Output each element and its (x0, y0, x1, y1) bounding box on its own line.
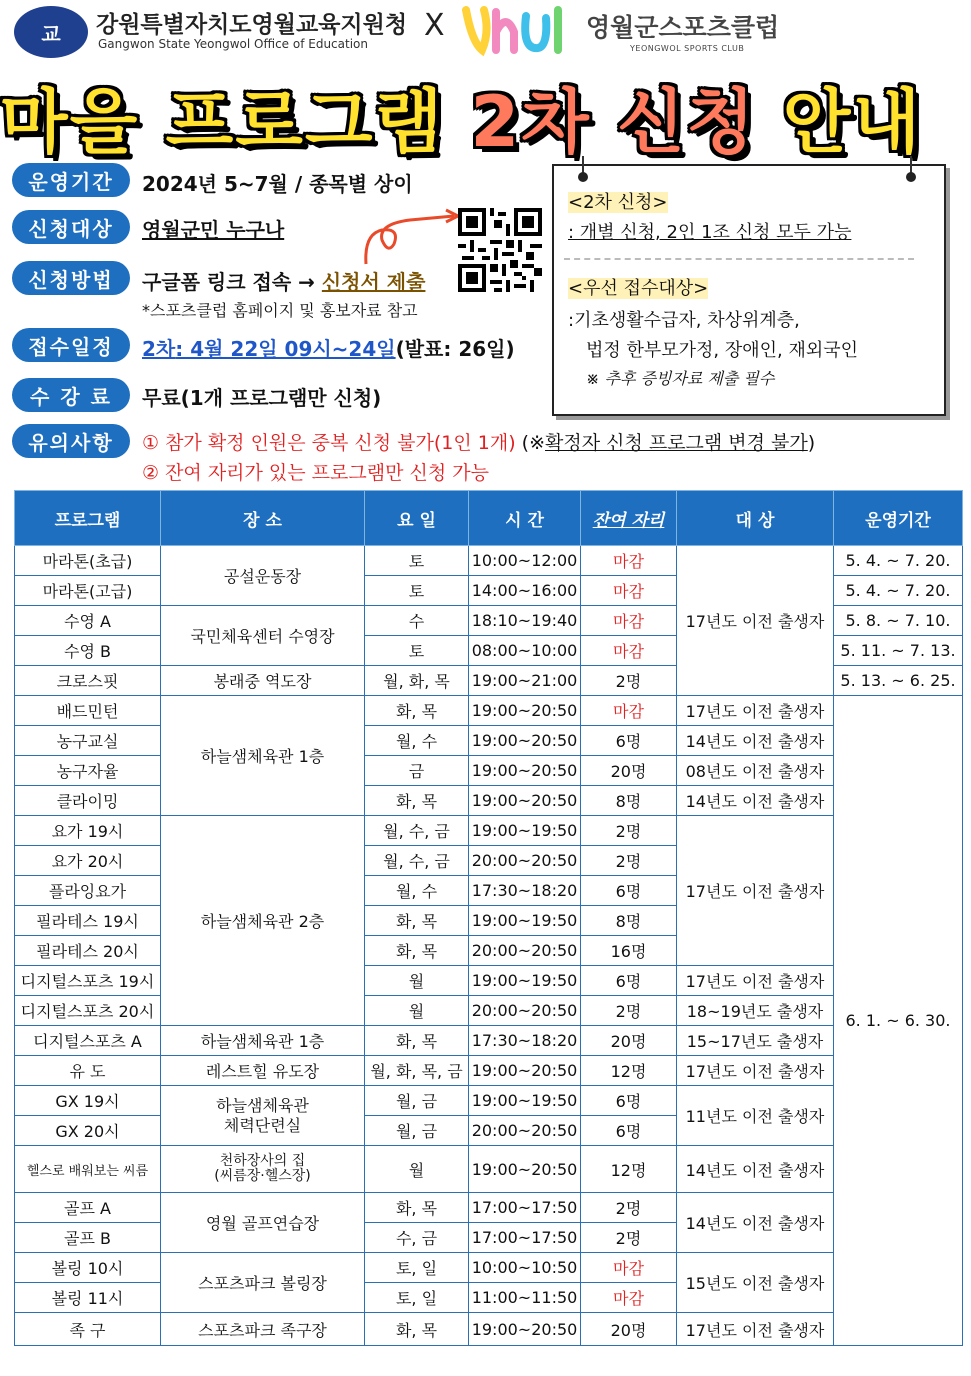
club-name-ko: 영월군스포츠클럽 (586, 13, 780, 42)
header-time: 시 간 (469, 491, 581, 546)
notice-line-3: 법정 한부모가정, 장애인, 재외국인 (586, 340, 859, 361)
header-seats: 잔여 자리 (581, 491, 677, 546)
day-cell: 토, 일 (365, 1253, 469, 1283)
seats-cell: 6명 (581, 1116, 677, 1146)
program-cell: 요가 20시 (15, 846, 161, 876)
place-cell: 하늘샘체육관 2층 (161, 816, 365, 1026)
day-cell: 월, 화, 목 (365, 666, 469, 696)
program-cell: 유 도 (15, 1056, 161, 1086)
target-cell: 17년도 이전 출생자 (677, 816, 834, 966)
notice-box (552, 164, 946, 416)
time-cell: 19:00~19:50 (469, 966, 581, 996)
place-cell: 영월 골프연습장 (161, 1193, 365, 1253)
header-target: 대 상 (677, 491, 834, 546)
time-cell: 19:00~20:50 (469, 1313, 581, 1346)
table-row (15, 726, 963, 756)
time-cell: 19:00~21:00 (469, 666, 581, 696)
target-cell: 15년도 이전 출생자 (677, 1253, 834, 1313)
arrow-icon (360, 206, 470, 266)
program-cell: 필라테스 20시 (15, 936, 161, 966)
place-line-b: (씨름장·헬스장) (214, 1168, 311, 1184)
notice-line-4: ※ 추후 증빙자료 제출 필수 (586, 369, 775, 388)
day-cell: 화, 목 (365, 786, 469, 816)
header-day: 요 일 (365, 491, 469, 546)
time-cell: 18:10~19:40 (469, 606, 581, 636)
day-cell: 화, 목 (365, 1313, 469, 1346)
time-cell: 19:00~19:50 (469, 1086, 581, 1116)
place-cell (161, 1086, 365, 1146)
target-cell: 14년도 이전 출생자 (677, 726, 834, 756)
place-cell: 봉래중 역도장 (161, 666, 365, 696)
time-cell: 19:00~20:50 (469, 1146, 581, 1193)
notice-heading-1: <2차 신청> (568, 192, 668, 213)
target-cell: 17년도 이전 출생자 (677, 1313, 834, 1346)
day-cell: 월, 수 (365, 726, 469, 756)
place-cell: 국민체육센터 수영장 (161, 606, 365, 666)
time-cell: 19:00~20:50 (469, 726, 581, 756)
program-table (14, 490, 963, 1346)
program-cell: 볼링 10시 (15, 1253, 161, 1283)
date-value-a: 2차 (142, 337, 176, 361)
period-cell: 5. 11. ~ 7. 13. (834, 636, 963, 666)
table-row (15, 1146, 963, 1193)
caution-1c: 확정자 신청 프로그램 변경 불가 (545, 432, 808, 454)
place-cell: 레스트힐 유도장 (161, 1056, 365, 1086)
place-cell: 하늘샘체육관 1층 (161, 1026, 365, 1056)
program-cell: 헬스로 배워보는 씨름 (15, 1146, 161, 1193)
day-cell: 월, 수 (365, 876, 469, 906)
place-cell (161, 1146, 365, 1193)
time-cell: 11:00~11:50 (469, 1283, 581, 1313)
day-cell: 월, 수, 금 (365, 846, 469, 876)
target-cell: 17년도 이전 출생자 (677, 546, 834, 696)
time-cell: 20:00~20:50 (469, 1116, 581, 1146)
seats-cell: 6명 (581, 1086, 677, 1116)
program-cell: 크로스핏 (15, 666, 161, 696)
org-name-ko: 강원특별자치도영월교육지원청 (96, 12, 408, 38)
seats-cell: 마감 (581, 606, 677, 636)
place-line-a: 하늘샘체육관 (216, 1095, 309, 1115)
place-cell: 하늘샘체육관 1층 (161, 696, 365, 816)
day-cell: 월 (365, 996, 469, 1026)
program-cell: 디지털스포츠 19시 (15, 966, 161, 996)
date-label: 접수일정 (12, 328, 130, 362)
seats-cell: 20명 (581, 1026, 677, 1056)
time-cell: 19:00~20:50 (469, 696, 581, 726)
education-office-logo (14, 6, 88, 58)
place-cell: 공설운동장 (161, 546, 365, 606)
seats-cell: 2명 (581, 666, 677, 696)
seats-cell: 마감 (581, 636, 677, 666)
method-label: 신청방법 (12, 261, 130, 295)
target-cell: 15~17년도 출생자 (677, 1026, 834, 1056)
time-cell: 08:00~10:00 (469, 636, 581, 666)
page-title (0, 66, 923, 167)
fee-label: 수 강 료 (12, 378, 130, 412)
title-part-a: 마을 프로그램 (0, 81, 471, 163)
time-cell: 19:00~19:50 (469, 816, 581, 846)
day-cell: 월, 화, 목, 금 (365, 1056, 469, 1086)
program-cell: 플라잉요가 (15, 876, 161, 906)
target-value: 영월군민 누구나 (142, 218, 285, 242)
seats-cell: 2명 (581, 846, 677, 876)
program-cell: 농구교실 (15, 726, 161, 756)
program-cell: 골프 A (15, 1193, 161, 1223)
time-cell: 19:00~20:50 (469, 756, 581, 786)
target-label: 신청대상 (12, 210, 130, 244)
program-cell: 필라테스 19시 (15, 906, 161, 936)
seats-cell: 2명 (581, 1193, 677, 1223)
fee-value: 무료(1개 프로그램만 신청) (142, 386, 382, 410)
period-label: 운영기간 (12, 163, 130, 197)
day-cell: 금 (365, 756, 469, 786)
seats-cell: 12명 (581, 1056, 677, 1086)
table-row (15, 1056, 963, 1086)
table-row (15, 1313, 963, 1346)
title-part-c: 안내 (756, 81, 923, 163)
day-cell: 화, 목 (365, 906, 469, 936)
seats-cell: 2명 (581, 996, 677, 1026)
seats-cell: 20명 (581, 756, 677, 786)
day-cell: 월, 금 (365, 1086, 469, 1116)
date-value-b: : 4월 22일 09시~24일 (175, 337, 396, 361)
pin-icon (582, 156, 594, 178)
day-cell: 토 (365, 636, 469, 666)
org-name-en: Gangwon State Yeongwol Office of Education (98, 37, 368, 51)
target-cell: 17년도 이전 출생자 (677, 696, 834, 726)
caution-line-2: ② 잔여 자리가 있는 프로그램만 신청 가능 (142, 462, 489, 484)
method-value-a: 구글폼 링크 접속 → (142, 270, 322, 294)
target-cell: 18~19년도 출생자 (677, 996, 834, 1026)
target-cell: 08년도 이전 출생자 (677, 756, 834, 786)
table-row (15, 966, 963, 996)
seats-cell: 마감 (581, 1253, 677, 1283)
table-row (15, 996, 963, 1026)
day-cell: 월, 수, 금 (365, 816, 469, 846)
target-cell: 11년도 이전 출생자 (677, 1086, 834, 1146)
day-cell: 월 (365, 1146, 469, 1193)
day-cell: 화, 목 (365, 1193, 469, 1223)
target-cell: 14년도 이전 출생자 (677, 1193, 834, 1253)
seats-cell: 8명 (581, 786, 677, 816)
notice-line-1: : 개별 신청, 2인 1조 신청 모두 가능 (568, 222, 852, 243)
day-cell: 토, 일 (365, 1283, 469, 1313)
seats-cell: 마감 (581, 576, 677, 606)
sports-club-logo (462, 2, 572, 58)
place-line-b: 체력단련실 (223, 1115, 302, 1135)
program-cell: 디지털스포츠 20시 (15, 996, 161, 1026)
seats-cell: 마감 (581, 1283, 677, 1313)
table-row (15, 1026, 963, 1056)
header-place: 장 소 (161, 491, 365, 546)
caution-label: 유의사항 (12, 424, 130, 458)
day-cell: 월 (365, 966, 469, 996)
table-row (15, 1086, 963, 1116)
program-cell: 배드민턴 (15, 696, 161, 726)
period-cell: 5. 4. ~ 7. 20. (834, 576, 963, 606)
target-cell: 17년도 이전 출생자 (677, 966, 834, 996)
time-cell: 17:30~18:20 (469, 876, 581, 906)
place-cell: 스포츠파크 볼링장 (161, 1253, 365, 1313)
period-cell: 6. 1. ~ 6. 30. (834, 696, 963, 1346)
table-row (15, 816, 963, 846)
seats-cell: 8명 (581, 906, 677, 936)
notice-line-2: :기초생활수급자, 차상위계층, (568, 310, 800, 331)
seats-cell: 6명 (581, 726, 677, 756)
seats-cell: 16명 (581, 936, 677, 966)
pin-icon (910, 156, 922, 178)
caution-1b: (※ (515, 432, 545, 454)
day-cell: 화, 목 (365, 696, 469, 726)
seats-cell: 6명 (581, 966, 677, 996)
program-cell: 농구자율 (15, 756, 161, 786)
time-cell: 19:00~19:50 (469, 906, 581, 936)
period-cell: 5. 13. ~ 6. 25. (834, 666, 963, 696)
time-cell: 10:00~10:50 (469, 1253, 581, 1283)
program-cell: GX 20시 (15, 1116, 161, 1146)
table-header-row (15, 491, 963, 546)
program-cell: 클라이밍 (15, 786, 161, 816)
program-cell: GX 19시 (15, 1086, 161, 1116)
time-cell: 17:00~17:50 (469, 1193, 581, 1223)
program-cell: 족 구 (15, 1313, 161, 1346)
time-cell: 17:30~18:20 (469, 1026, 581, 1056)
caution-line-1 (142, 428, 815, 455)
caution-1d: ) (807, 432, 816, 454)
day-cell: 화, 목 (365, 936, 469, 966)
target-cell: 14년도 이전 출생자 (677, 786, 834, 816)
program-cell: 수영 B (15, 636, 161, 666)
program-cell: 요가 19시 (15, 816, 161, 846)
day-cell: 수, 금 (365, 1223, 469, 1253)
qr-code-icon[interactable] (458, 208, 542, 292)
program-cell: 마라톤(초급) (15, 546, 161, 576)
program-cell: 골프 B (15, 1223, 161, 1253)
time-cell: 20:00~20:50 (469, 846, 581, 876)
notice-heading-2: <우선 접수대상> (568, 278, 709, 299)
collab-x: X (424, 8, 445, 43)
place-cell: 스포츠파크 족구장 (161, 1313, 365, 1346)
day-cell: 토 (365, 546, 469, 576)
header-period: 운영기간 (834, 491, 963, 546)
time-cell: 17:00~17:50 (469, 1223, 581, 1253)
divider (564, 258, 914, 260)
period-cell: 5. 8. ~ 7. 10. (834, 606, 963, 636)
method-value-b: 신청서 제출 (321, 270, 426, 294)
day-cell: 월, 금 (365, 1116, 469, 1146)
day-cell: 화, 목 (365, 1026, 469, 1056)
seats-cell: 2명 (581, 816, 677, 846)
program-cell: 마라톤(고급) (15, 576, 161, 606)
program-cell: 수영 A (15, 606, 161, 636)
target-cell: 17년도 이전 출생자 (677, 1056, 834, 1086)
seats-cell: 6명 (581, 876, 677, 906)
time-cell: 19:00~20:50 (469, 786, 581, 816)
caution-1a: ① 참가 확정 인원은 중복 신청 불가(1인 1개) (142, 432, 516, 454)
time-cell: 19:00~20:50 (469, 1056, 581, 1086)
time-cell: 20:00~20:50 (469, 936, 581, 966)
period-value: 2024년 5~7월 / 종목별 상이 (142, 172, 413, 196)
program-cell: 디지털스포츠 A (15, 1026, 161, 1056)
seats-cell: 12명 (581, 1146, 677, 1193)
day-cell: 수 (365, 606, 469, 636)
target-cell: 14년도 이전 출생자 (677, 1146, 834, 1193)
table-row (15, 1193, 963, 1223)
seats-cell: 마감 (581, 696, 677, 726)
logo-mark: 교 (41, 21, 61, 46)
place-line-a: 천하장사의 집 (219, 1153, 306, 1169)
table-row (15, 756, 963, 786)
table-row (15, 546, 963, 576)
time-cell: 20:00~20:50 (469, 996, 581, 1026)
table-row (15, 786, 963, 816)
time-cell: 14:00~16:00 (469, 576, 581, 606)
method-note: *스포츠클럽 홈페이지 및 홍보자료 참고 (142, 301, 418, 320)
day-cell: 토 (365, 576, 469, 606)
date-value (142, 333, 515, 362)
table-row (15, 1253, 963, 1283)
seats-cell: 20명 (581, 1313, 677, 1346)
seats-cell: 2명 (581, 1223, 677, 1253)
period-cell: 5. 4. ~ 7. 20. (834, 546, 963, 576)
program-cell: 볼링 11시 (15, 1283, 161, 1313)
club-name-en: YEONGWOL SPORTS CLUB (630, 44, 745, 53)
time-cell: 10:00~12:00 (469, 546, 581, 576)
seats-cell: 마감 (581, 546, 677, 576)
header-program: 프로그램 (15, 491, 161, 546)
title-part-b: 2차 신청 (470, 81, 757, 163)
table-row (15, 696, 963, 726)
date-value-c: (발표: 26일) (395, 337, 515, 361)
method-value (142, 266, 425, 295)
